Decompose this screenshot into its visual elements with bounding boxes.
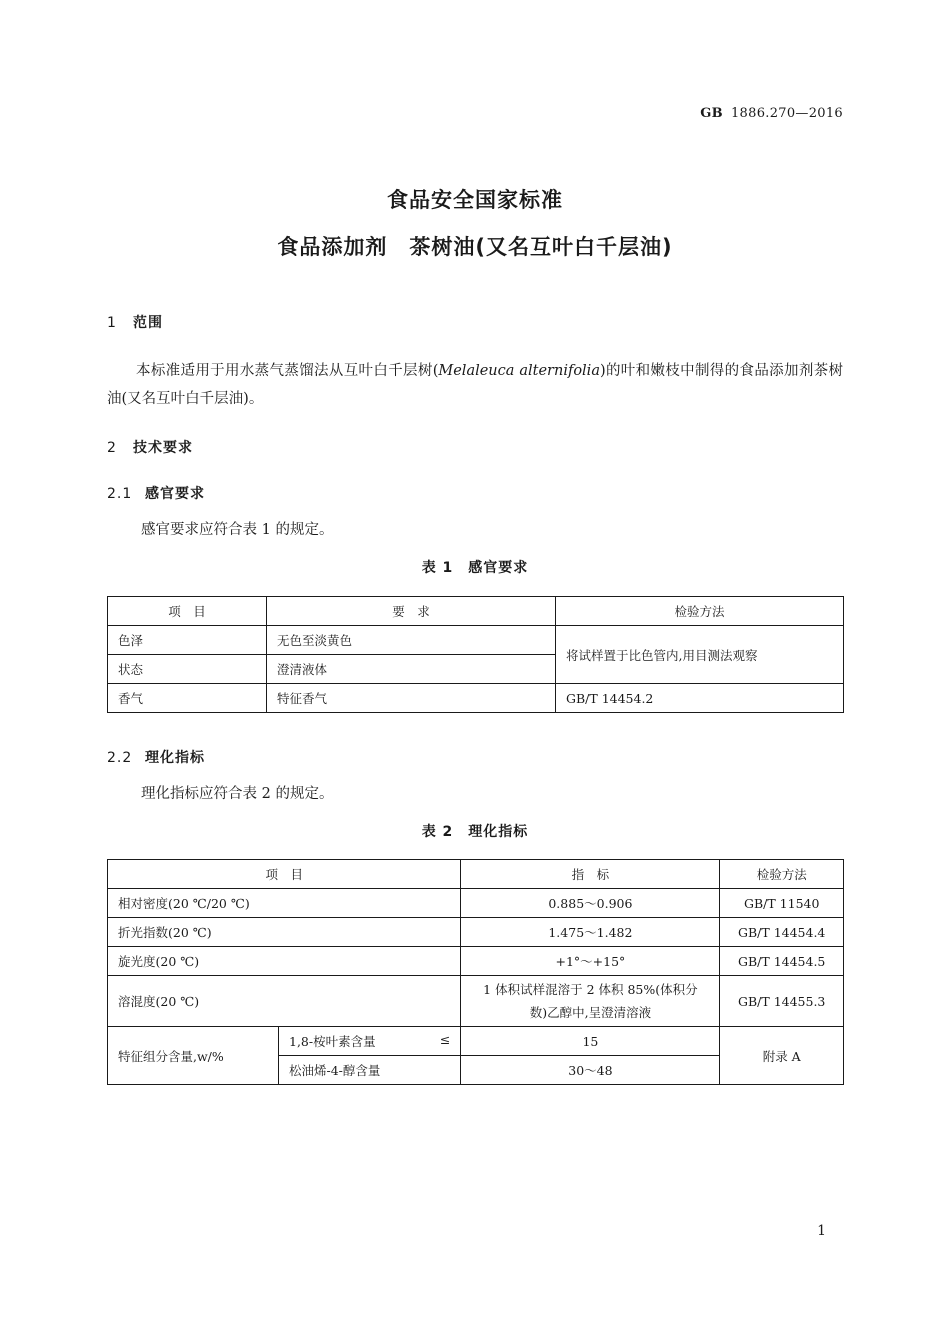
document-title: 食品安全国家标准 [387,188,563,212]
header-cell: 项 目 [108,597,267,626]
header-cell: 要 求 [267,597,556,626]
page-number: 1 [817,1223,826,1239]
table-cell: 香气 [108,684,267,713]
sensory-paragraph: 感官要求应符合表 1 的规定。 [141,522,334,538]
table-row [108,918,844,947]
table-row [108,684,844,713]
table-row [108,947,844,976]
table-cell: 状态 [108,655,267,684]
table-cell: +1°～+15° [461,947,720,976]
section-number: 2.2 [107,750,133,766]
physicochemical-paragraph: 理化指标应符合表 2 的规定。 [141,786,334,802]
section-title: 技术要求 [133,440,193,456]
section-1-heading [107,312,163,332]
physicochemical-table [107,859,844,1085]
table-cell: 旋光度(20 ℃) [108,947,461,976]
scope-text-b: )的叶和嫩枝中制得的食品添加剂茶树油(又名互叶白千层油)。 [107,363,843,407]
standard-number: 1886.270—2016 [730,106,843,121]
table-cell: 无色至淡黄色 [267,626,556,655]
table-cell: 将试样置于比色管内,用目测法观察 [556,626,844,684]
header-cell: 指 标 [461,860,720,889]
table-cell: 松油烯-4-醇含量 [279,1056,461,1085]
header-cell: 项 目 [108,860,461,889]
table-cell [108,1027,279,1085]
table-cell: 1 体积试样混溶于 2 体积 85%(体积分数)乙醇中,呈澄清溶液 [461,976,720,1027]
standard-prefix: GB [700,106,723,121]
table-cell [279,1027,461,1056]
group-label: 特征组分含量,w/% [118,1048,224,1064]
section-2-2-heading [107,747,205,767]
table-cell: 溶混度(20 ℃) [108,976,461,1027]
table-cell: 特征香气 [267,684,556,713]
standard-code-header [700,106,843,121]
table-2-caption: 表 2 理化指标 [421,824,529,840]
table-cell: 15 [461,1027,720,1056]
section-number: 2.1 [107,486,133,502]
section-2-1-heading [107,483,205,503]
table-header-row [108,860,844,889]
table-cell: GB/T 14454.4 [720,918,844,947]
section-title: 范围 [133,315,163,331]
table-row [108,976,844,1027]
table-row [108,889,844,918]
header-cell: 检验方法 [720,860,844,889]
latin-name: Melaleuca alternifolia [438,363,600,379]
table-row [108,626,844,655]
table-header-row [108,597,844,626]
section-title: 感官要求 [145,486,205,502]
table-cell: 相对密度(20 ℃/20 ℃) [108,889,461,918]
table-cell: GB/T 11540 [720,889,844,918]
sub-item-label: 1,8-桉叶素含量 [289,1034,376,1049]
less-equal-sign: ≤ [439,1032,451,1047]
scope-paragraph [107,357,843,413]
table-cell: GB/T 14454.2 [556,684,844,713]
sensory-table [107,596,844,713]
table-cell: 1.475～1.482 [461,918,720,947]
table-cell: GB/T 14455.3 [720,976,844,1027]
scope-text-a: 本标准适用于用水蒸气蒸馏法从互叶白千层树( [136,363,439,379]
table-1-caption: 表 1 感官要求 [421,560,529,576]
table-cell: 附录 A [720,1027,844,1085]
section-number: 1 [107,315,117,331]
table-cell: 30～48 [461,1056,720,1085]
table-cell: 0.885～0.906 [461,889,720,918]
table-cell: 澄清液体 [267,655,556,684]
table-cell: 色泽 [108,626,267,655]
section-2-heading [107,437,193,457]
document-subtitle: 食品添加剂 茶树油(又名互叶白千层油) [277,235,673,259]
table-row [108,1027,844,1056]
section-number: 2 [107,440,117,456]
table-cell: 折光指数(20 ℃) [108,918,461,947]
section-title: 理化指标 [145,750,205,766]
header-cell: 检验方法 [556,597,844,626]
table-cell: GB/T 14454.5 [720,947,844,976]
